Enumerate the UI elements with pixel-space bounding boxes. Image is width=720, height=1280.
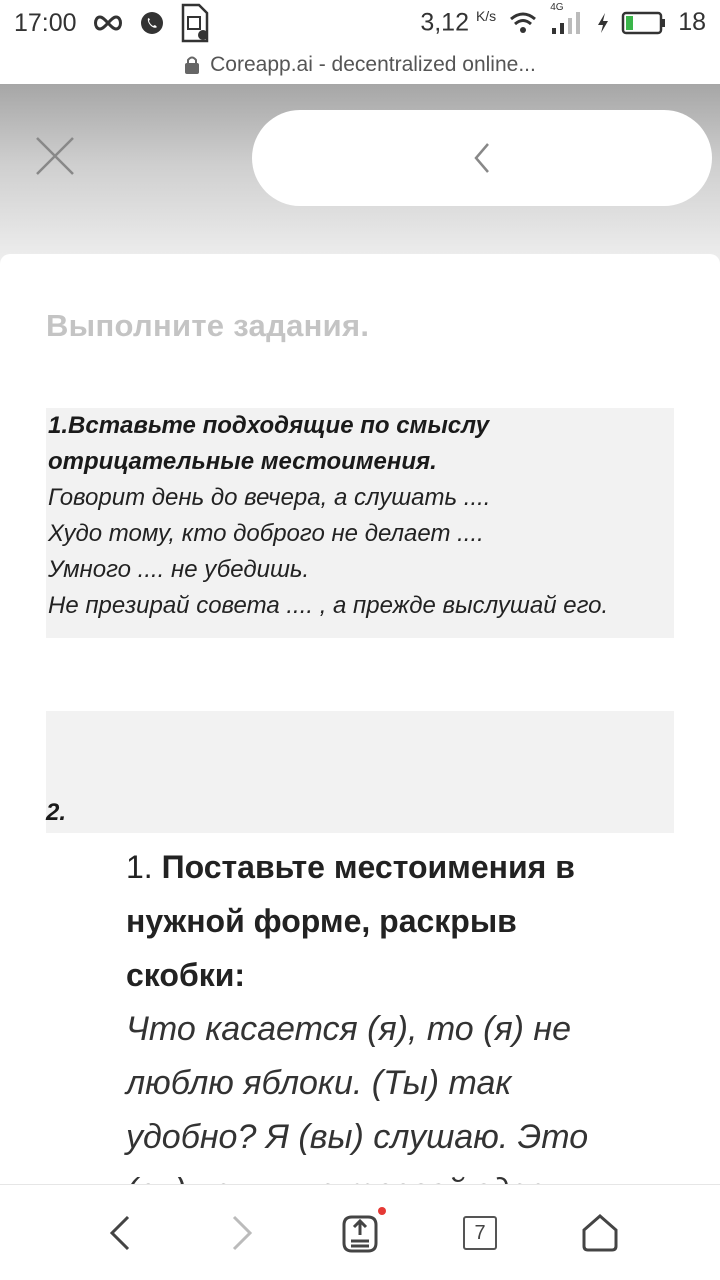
page-title: Выполните задания.	[46, 308, 370, 343]
status-right	[420, 1, 706, 37]
task-2-text-line: удобно? Я (вы) слушаю. Это	[126, 1118, 589, 1156]
task-2-number: 2.	[46, 799, 67, 826]
header-zone	[0, 84, 720, 264]
status-bar	[0, 0, 720, 46]
browser-bottom-nav	[0, 1184, 720, 1280]
home-icon	[579, 1212, 621, 1254]
battery-level: 18	[678, 8, 706, 37]
whatsapp-icon	[139, 10, 165, 36]
menu-upload-icon	[338, 1211, 382, 1255]
notification-dot	[378, 1207, 386, 1215]
lock-icon	[184, 55, 200, 75]
chevron-left-icon[interactable]	[470, 138, 494, 178]
network-speed-unit: K/s	[475, 8, 497, 25]
task-2-text-line: люблю яблоки. (Ты) так	[126, 1064, 512, 1102]
task-2-heading-line-2: нужной форме, раскрыв	[126, 903, 517, 939]
navigation-pill[interactable]	[252, 110, 712, 206]
network-speed-value: 3,12	[420, 8, 469, 37]
task-2-box	[46, 711, 674, 833]
status-time: 17:00	[14, 8, 77, 37]
task-1-heading-line-1: 1.Вставьте подходящие по смыслу	[48, 412, 490, 439]
task-1-heading-line-2: отрицательные местоимения.	[48, 448, 437, 475]
task-2-item-number: 1.	[126, 849, 153, 885]
close-button[interactable]	[30, 134, 80, 178]
tabs-button[interactable]	[450, 1203, 510, 1263]
battery-icon	[622, 11, 666, 35]
task-1-line: Умного .... не убедишь.	[48, 556, 310, 583]
task-1-box	[46, 408, 674, 638]
status-left	[14, 3, 211, 43]
network-type: 4G	[550, 1, 564, 13]
task-2-heading-text-1: Поставьте местоимения в	[161, 849, 575, 885]
task-2-body	[126, 840, 666, 1218]
content-card	[0, 254, 720, 1184]
task-1-line: Не презирай совета .... , а прежде выслушай его.	[48, 592, 609, 619]
home-button[interactable]	[570, 1203, 630, 1263]
chevron-right-icon	[228, 1213, 256, 1253]
infinity-icon	[91, 13, 125, 33]
forward-button[interactable]	[212, 1203, 272, 1263]
url-bar[interactable]	[0, 46, 720, 84]
signal-icon	[550, 1, 584, 36]
task-2-heading-line-3: скобки:	[126, 957, 246, 993]
menu-button[interactable]	[330, 1203, 390, 1263]
charging-icon	[596, 12, 610, 34]
task-1-line: Говорит день до вечера, а слушать ....	[48, 484, 491, 511]
wifi-icon	[508, 11, 538, 35]
close-icon	[33, 134, 77, 178]
url-text: Coreapp.ai - decentralized online...	[210, 53, 536, 76]
sim-settings-icon	[179, 3, 211, 43]
back-button[interactable]	[90, 1203, 150, 1263]
tabs-count: 7	[463, 1216, 497, 1250]
task-1-line: Худо тому, кто доброго не делает ....	[48, 520, 484, 547]
network-speed	[420, 8, 496, 37]
task-2-heading-line-1	[126, 840, 666, 894]
chevron-left-icon	[106, 1213, 134, 1253]
task-2-text-line: Что касается (я), то (я) не	[126, 1010, 572, 1048]
